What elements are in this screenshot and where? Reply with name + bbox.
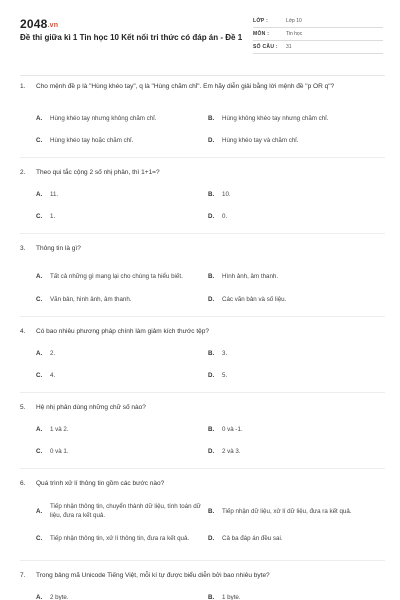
answer-options <box>36 266 385 304</box>
answer-letter: D. <box>208 372 215 379</box>
answer-option[interactable] <box>36 114 208 123</box>
meta-value: Tin học <box>286 31 303 37</box>
meta-row-subject <box>253 28 383 41</box>
answer-option[interactable] <box>208 447 380 456</box>
header-divider <box>20 75 385 76</box>
answer-option[interactable] <box>208 371 380 380</box>
question-divider <box>20 233 385 234</box>
answer-option[interactable] <box>208 266 380 286</box>
answer-option[interactable] <box>36 266 208 286</box>
question-divider <box>20 157 385 158</box>
question-number: 4. <box>20 328 26 335</box>
answer-letter: C. <box>36 372 43 379</box>
answer-text: 0 và 1. <box>50 448 69 455</box>
answer-letter: B. <box>208 350 215 357</box>
question-text-row <box>20 168 385 178</box>
answer-text: Tiếp nhận thông tin, chuyển thành dữ liệu, tính toán dữ liệu, đưa ra kết quả. <box>50 503 201 519</box>
answer-text: 4. <box>50 372 56 379</box>
answer-letter: C. <box>36 137 43 144</box>
answer-text: Hùng khéo tay và chăm chỉ. <box>222 137 299 144</box>
answer-letter: A. <box>36 507 43 515</box>
answer-letter: B. <box>208 272 215 280</box>
question-text-row <box>20 403 385 413</box>
answer-options <box>36 593 385 600</box>
answer-option[interactable] <box>208 425 380 434</box>
question-text-row <box>20 244 385 254</box>
question-item <box>20 403 385 456</box>
question-number: 6. <box>20 480 26 487</box>
site-logo[interactable] <box>20 17 58 31</box>
answer-text: 3. <box>222 350 228 357</box>
answer-letter: D. <box>208 137 215 144</box>
answer-letter: A. <box>36 350 43 357</box>
answer-option[interactable] <box>208 212 380 221</box>
answer-text: 1 và 2. <box>50 426 69 433</box>
answer-option[interactable] <box>208 593 380 600</box>
question-text-row <box>20 327 385 337</box>
meta-row-count <box>253 41 383 54</box>
answer-text: Cả ba đáp án đều sai. <box>222 534 283 542</box>
answer-option[interactable] <box>36 371 208 380</box>
answer-options <box>36 349 385 380</box>
answer-text: Tất cả những gì mang lại cho chúng ta hiểu biết. <box>50 272 183 280</box>
question-number: 3. <box>20 245 26 252</box>
answer-text: 1 byte. <box>222 594 241 600</box>
question-text: Trong bảng mã Unicode Tiếng Việt, mỗi kí tự được biểu diễn bởi bao nhiêu byte? <box>36 572 270 579</box>
answer-option[interactable] <box>208 190 380 199</box>
answer-text: Văn bản, hình ảnh, âm thanh. <box>50 296 132 303</box>
question-text: Theo qui tắc cộng 2 số nhị phân, thì 1+1=? <box>36 169 160 176</box>
answer-letter: D. <box>208 213 215 220</box>
answer-option[interactable] <box>36 295 208 304</box>
question-text: Có bao nhiêu phương pháp chính làm giảm kích thước tệp? <box>36 328 209 335</box>
answer-text: 10. <box>222 191 231 198</box>
answer-text: 5. <box>222 372 228 379</box>
answer-options <box>36 501 385 548</box>
answer-text: Hùng không khéo tay nhưng chăm chỉ. <box>222 115 329 122</box>
question-text-row <box>20 571 385 581</box>
question-text: Hệ nhị phân dùng những chữ số nào? <box>36 404 146 411</box>
answer-text: Hùng khéo tay hoặc chăm chỉ. <box>50 137 134 144</box>
answer-option[interactable] <box>208 136 380 145</box>
question-text-row <box>20 82 385 102</box>
answer-text: 0. <box>222 213 228 220</box>
question-divider <box>20 560 385 561</box>
answer-option[interactable] <box>36 447 208 456</box>
answer-text: Tiếp nhận thông tin, xử lí thông tin, đưa ra kết quả. <box>50 534 190 542</box>
question-item <box>20 244 385 304</box>
answer-letter: C. <box>36 448 43 455</box>
question-number: 2. <box>20 169 26 176</box>
page-header <box>20 15 385 63</box>
exam-title: Đề thi giữa kì 1 Tin học 10 Kết nối tri thức có đáp án - Đề 1 <box>20 33 243 42</box>
question-text: Cho mệnh đề p là "Hùng khéo tay", q là "Hùng chăm chỉ". Em hãy diễn giải bằng lời mệnh đề "p OR q"? <box>36 83 335 90</box>
question-list <box>20 82 385 600</box>
question-divider <box>20 468 385 469</box>
answer-letter: B. <box>208 594 215 600</box>
answer-option[interactable] <box>36 349 208 358</box>
answer-text: 2 và 3. <box>222 448 241 455</box>
logo-text: 2048 <box>20 17 48 31</box>
answer-letter: A. <box>36 426 43 433</box>
meta-key: LỚP : <box>253 18 269 24</box>
answer-text: 11. <box>50 191 59 198</box>
question-item <box>20 327 385 380</box>
question-number: 5. <box>20 404 26 411</box>
answer-option[interactable] <box>36 136 208 145</box>
exam-meta-table <box>253 15 383 54</box>
answer-text: 2. <box>50 350 56 357</box>
answer-options <box>36 425 385 456</box>
answer-letter: C. <box>36 213 43 220</box>
question-divider <box>20 316 385 317</box>
question-item <box>20 168 385 221</box>
answer-option[interactable] <box>208 349 380 358</box>
answer-option[interactable] <box>36 212 208 221</box>
answer-option[interactable] <box>36 425 208 434</box>
meta-key: MÔN : <box>253 31 270 37</box>
answer-text: Tiếp nhận dữ liệu, xử lí dữ liệu, đưa ra kết quả. <box>222 507 352 515</box>
answer-text: 2 byte. <box>50 594 69 600</box>
answer-text: Hình ảnh, âm thanh. <box>222 272 279 280</box>
answer-letter: A. <box>36 594 43 600</box>
question-item <box>20 82 385 145</box>
answer-letter: D. <box>208 448 215 455</box>
answer-letter: A. <box>36 272 43 280</box>
answer-option[interactable] <box>36 190 208 199</box>
answer-option[interactable] <box>208 501 380 521</box>
answer-option[interactable] <box>36 528 208 548</box>
logo-suffix: .vn <box>47 22 59 29</box>
answer-letter: A. <box>36 191 43 198</box>
answer-text: Các văn bản và số liệu. <box>222 296 287 303</box>
question-number: 1. <box>20 83 26 90</box>
answer-letter: D. <box>208 534 215 542</box>
question-text: Thông tin là gì? <box>36 245 81 252</box>
question-text: Quá trình xử lí thông tin gồm các bước nào? <box>36 480 165 487</box>
answer-letter: C. <box>36 534 43 542</box>
answer-letter: D. <box>208 296 215 303</box>
answer-letter: C. <box>36 296 43 303</box>
meta-row-class <box>253 15 383 28</box>
answer-option[interactable] <box>36 593 208 600</box>
answer-option[interactable] <box>208 528 380 548</box>
answer-text: 0 và -1. <box>222 426 243 433</box>
question-text-row <box>20 479 385 489</box>
answer-letter: B. <box>208 426 215 433</box>
answer-options <box>36 114 385 145</box>
answer-letter: B. <box>208 191 215 198</box>
meta-key: SỐ CÂU : <box>253 44 278 50</box>
answer-letter: B. <box>208 507 215 515</box>
meta-value: Lớp 10 <box>286 18 302 24</box>
answer-option[interactable] <box>208 295 380 304</box>
answer-text: 1. <box>50 213 56 220</box>
answer-letter: B. <box>208 115 215 122</box>
answer-option[interactable] <box>36 501 208 521</box>
question-divider <box>20 392 385 393</box>
answer-options <box>36 190 385 221</box>
answer-option[interactable] <box>208 114 380 123</box>
question-item <box>20 571 385 600</box>
question-item <box>20 479 385 548</box>
question-number: 7. <box>20 572 26 579</box>
meta-value: 31 <box>286 44 292 50</box>
answer-letter: A. <box>36 115 43 122</box>
answer-text: Hùng khéo tay nhưng không chăm chỉ. <box>50 115 157 122</box>
